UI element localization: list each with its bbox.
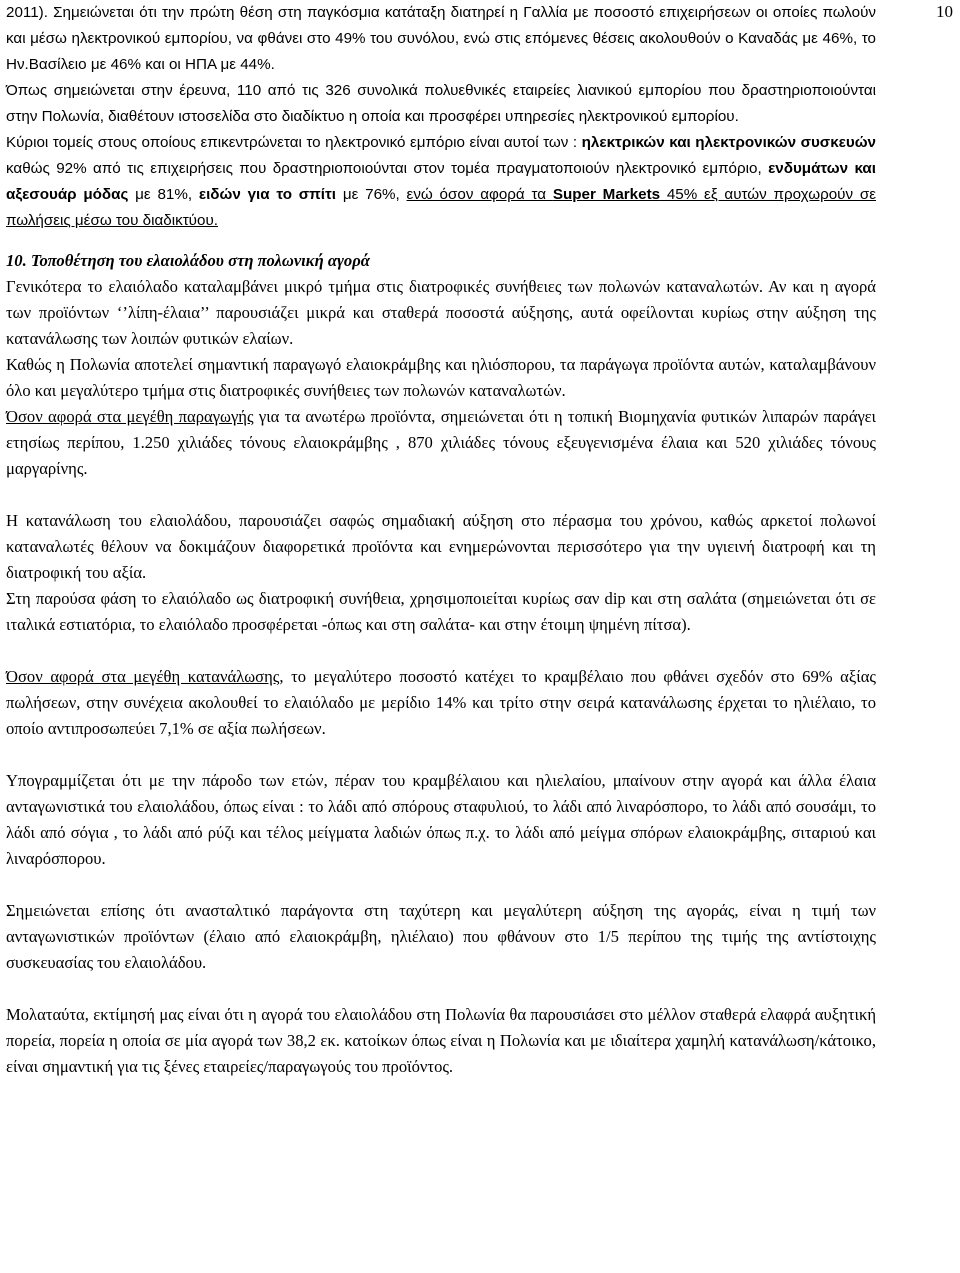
sectors-text-1: Κύριοι τομείς στους οποίους επικεντρώνεται το ηλεκτρονικό εμπόριο είναι αυτοί των : bbox=[6, 134, 582, 151]
section-heading: 10. Τοποθέτηση του ελαιολάδου στη πολωνική αγορά bbox=[6, 251, 370, 270]
sectors-paragraph bbox=[6, 130, 876, 234]
current-usage-paragraph: Στη παρούσα φάση το ελαιόλαδο ως διατροφική συνήθεια, χρησιμοποιείται κυρίως σαν dip και στη σαλάτα (σημειώνεται ότι σε ιταλικά εστιατόρια, το ελαιόλαδο προσφέρεται -όπως και στη σαλάτα- και στην έτοιμη ψημένη πίτσα). bbox=[6, 589, 876, 634]
survey-paragraph: Όπως σημειώνεται στην έρευνα, 110 από τις 326 συνολικά πολυεθνικές εταιρείες λιανικού εμπορίου που δραστηριοποιούνται στην Πολωνία, διαθέτουν ιστοσελίδα στο διαδίκτυο η οποία και προσφέρει υπηρεσίες ηλεκτρονικού εμπορίου. bbox=[6, 82, 876, 125]
outlook-paragraph: Μολαταύτα, εκτίμησή μας είναι ότι η αγορά του ελαιολάδου στη Πολωνία θα παρουσιάσει στο μέλλον σταθερά ελαφρά αυξητική πορεία, πορεία η οποία σε μία αγορά των 38,2 εκ. κατοίκων όπως είναι η Πολωνία και με ιδιαίτερα χαμηλή κατανάλωση/κάτοικο, είναι σημαντική για τις ξένες εταιρείες/παραγωγούς του προϊόντος. bbox=[6, 1005, 876, 1076]
sectors-text-4: με 76%, bbox=[336, 186, 407, 203]
olive-oil-consumption-paragraph: Η κατανάλωση του ελαιολάδου, παρουσιάζει σαφώς σημαδιακή αύξηση στο πέρασμα του χρόνου, καθώς αρκετοί πολωνοί καταναλωτές θέλουν να δοκιμάζουν διαφορετικά προϊόντα και ενημερώνονται περισσότερο για την υγιεινή διατροφή και τη διατροφική του αξία. bbox=[6, 511, 876, 582]
sectors-text-2: καθώς 92% από τις επιχειρήσεις που δραστηριοποιούνται στον τομέα πραγματοποιούν ηλεκτρονικό εμπόριο, bbox=[6, 160, 769, 177]
sectors-underlined-supermarkets: Super Markets bbox=[552, 186, 661, 203]
sectors-bold-fashion: ενδυμάτων και αξεσουάρ μόδας bbox=[6, 160, 876, 203]
intro-paragraph: 2011). Σημειώνεται ότι την πρώτη θέση στη παγκόσμια κατάταξη διατηρεί η Γαλλία με ποσοστό επιχειρήσεων οι οποίες πωλούν και μέσω ηλεκτρονικού εμπορίου, να φθάνει στο 49% του συνόλου, ενώ στις επόμενες θέσεις ακολουθούν ο Καναδάς με 46%, το Ην.Βασίλειο με 46% και οι ΗΠΑ με 44%. bbox=[6, 4, 876, 73]
sectors-bold-home: ειδών για το σπίτι bbox=[198, 186, 337, 203]
sectors-bold-electronics: ηλεκτρικών και ηλεκτρονικών συσκευών bbox=[581, 134, 876, 151]
rapeseed-paragraph: Καθώς η Πολωνία αποτελεί σημαντική παραγωγό ελαιοκράμβης και ηλιόσπορου, τα παράγωγα προϊόντα αυτών, καταλαμβάνουν όλο και μεγαλύτερο τμήμα στις διατροφικές συνήθειες των πολωνών καταναλωτών. bbox=[6, 355, 876, 400]
competing-oils-paragraph: Υπογραμμίζεται ότι με την πάροδο των ετών, πέραν του κραμβέλαιου και ηλιελαίου, μπαίνουν στην αγορά και άλλα έλαια ανταγωνιστικά του ελαιολάδου, όπως είναι : το λάδι από σπόρους σταφυλιού, το λάδι από λιναρόσπορο, το λάδι από σουσάμι, το λάδι από σόγια , το λάδι από ρύζι και τέλος μείγματα λαδιών όπως π.χ. το λάδι από μείγμα σπόρων ελαιοκράμβης, σιταριού και λιναρόσπορου. bbox=[6, 771, 876, 868]
page-number: 10 bbox=[936, 2, 953, 21]
price-factor-paragraph: Σημειώνεται επίσης ότι ανασταλτικό παράγοντα στη ταχύτερη και μεγαλύτερη αύξηση της αγοράς, είναι η τιμή των ανταγωνιστικών προϊόντων (έλαιο από ελαιοκράμβη, ηλιέλαιο) που φθάνουν στο 1/5 περίπου της τιμής της αντίστοιχης συσκευασίας του ελαιολάδου. bbox=[6, 901, 876, 972]
document-body bbox=[6, 0, 876, 1080]
production-paragraph bbox=[6, 404, 876, 482]
sectors-underlined-2: 45% εξ αυτών προχωρούν σε πωλήσεις μέσω του διαδικτύου. bbox=[6, 186, 877, 229]
sectors-underlined-1: ενώ όσον αφορά τα bbox=[406, 186, 553, 203]
production-underlined: Όσον αφορά στα μεγέθη παραγωγής bbox=[6, 407, 254, 426]
production-text: για τα ανωτέρω προϊόντα, σημειώνεται ότι η τοπική Βιομηχανία φυτικών λιπαρών παράγει ετησίως περίπου, 1.250 χιλιάδες τόνους ελαιοκράμβης , 870 χιλιάδες τόνους εξευγενισμένα έλαια και 520 χιλιάδες τόνους μαργαρίνης. bbox=[6, 407, 876, 478]
consumption-size-underlined: Όσον αφορά στα μεγέθη κατανάλωσης, bbox=[6, 667, 284, 686]
sectors-text-3: με 81%, bbox=[128, 186, 199, 203]
consumption-size-paragraph bbox=[6, 664, 876, 742]
consumption-habits-paragraph: Γενικότερα το ελαιόλαδο καταλαμβάνει μικρό τμήμα στις διατροφικές συνήθειες των πολωνών καταναλωτών. Αν και η αγορά των προϊόντων ‘’λίπη-έλαια’’ παρουσιάζει μικρά και σταθερά ποσοστά αύξησης, αυτά οφείλονται κυρίως στην αύξηση της κατανάλωσης των λοιπών φυτικών ελαίων. bbox=[6, 277, 876, 348]
consumption-size-text: το μεγαλύτερο ποσοστό κατέχει το κραμβέλαιο που φθάνει σχεδόν στο 69% αξίας πωλήσεων, στην συνέχεια ακολουθεί το ελαιόλαδο με μερίδιο 14% και τρίτο στην σειρά κατανάλωσης έρχεται το ηλιέλαιο, το οποίο αντιπροσωπεύει 7,1% σε αξία πωλήσεων. bbox=[6, 667, 876, 738]
